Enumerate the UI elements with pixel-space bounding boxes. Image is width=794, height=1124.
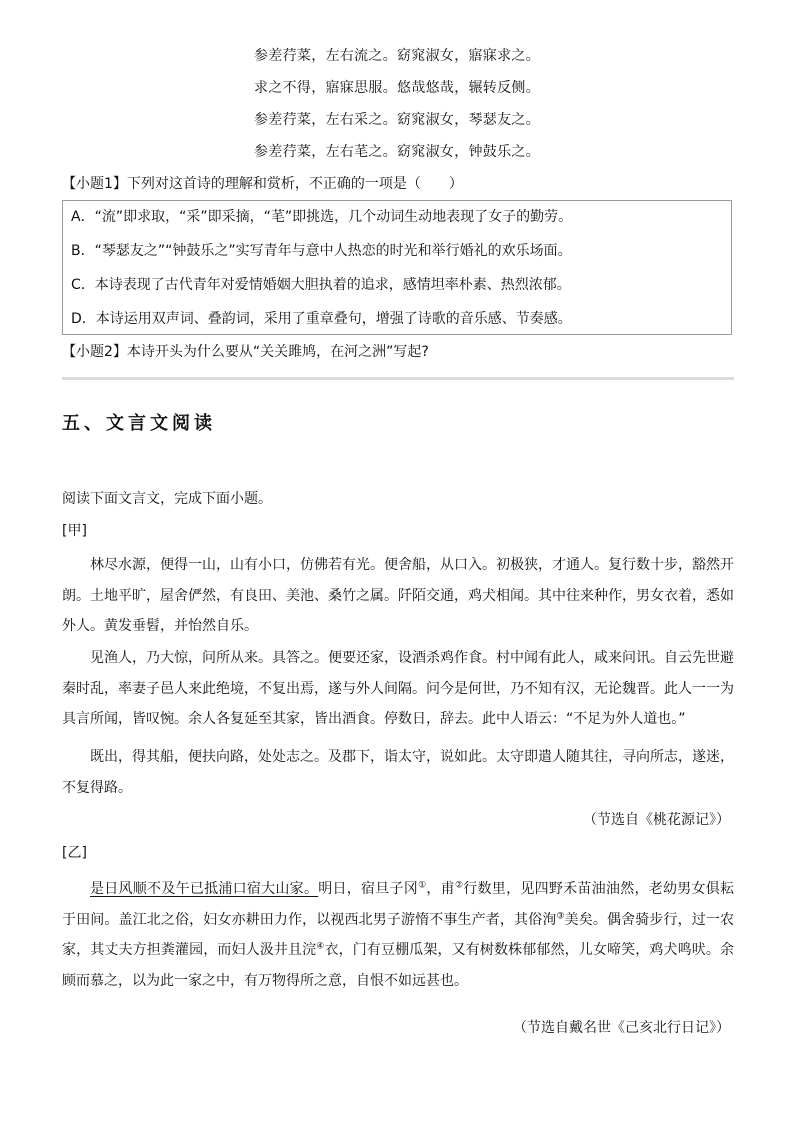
option-d[interactable]: D．本诗运用双声词、叠韵词，采用了重章叠句，增强了诗歌的音乐感、节奏感。 [71, 311, 572, 327]
passage-jia-label: [甲] [62, 523, 87, 539]
poem-line: 求之不得，寤寐思服。悠哉悠哉，辗转反侧。 [254, 80, 540, 96]
poem-line: 参差荇菜，左右芼之。窈窕淑女，钟鼓乐之。 [254, 144, 540, 160]
section-divider [62, 377, 734, 380]
footnote-marker: ② [454, 880, 464, 891]
text-segment: 行数里，见四野禾苗油油然，老幼男女俱耘于田间。盖江北之俗，妇女亦耕田力作，以视西北男子游惰不事生产者，其俗洵 [62, 881, 735, 928]
passage-jia-paragraph-3: 既出，得其船，便扶向路，处处志之。及郡下，诣太守，说如此。太守即遣人随其往，寻向所志，遂迷，不复得路。 [62, 749, 734, 796]
poem-line: 参差荇菜，左右采之。窈窕淑女，琴瑟友之。 [254, 112, 540, 128]
question2-stem: 【小题2】本诗开头为什么要从“关关雎鸠，在河之洲”写起? [62, 344, 429, 360]
footnote-marker: ④ [316, 941, 325, 952]
footnote-marker: ① [418, 880, 427, 891]
underlined-sentence: 是日风顺不及午已抵浦口宿大山家。 [90, 881, 319, 897]
text-segment: ，甫 [426, 881, 455, 897]
passage-yi-source: （节选自戴名世《己亥北行日记》） [513, 1020, 730, 1036]
option-c[interactable]: C．本诗表现了古代青年对爱情婚姻大胆执着的追求，感情坦率朴素、热烈浓郁。 [71, 277, 571, 293]
option-a[interactable]: A．“流”即求取，“采”即采摘，“芼”即挑选，几个动词生动地表现了女子的勤劳。 [71, 209, 573, 225]
text-segment: 美矣。偶舍骑步行，过一农家，其丈夫方担粪灌园，而妇人汲井且浣 [62, 911, 735, 958]
instruction: 阅读下面文言文，完成下面小题。 [62, 491, 272, 507]
passage-jia-source: （节选自《桃花源记》） [583, 812, 730, 828]
text-segment: 衣，门有豆棚瓜架，又有树数株郁郁然，儿女啼笑，鸡犬鸣吠。余顾而慕之，以为此一家之中，有万物得所之意，自恨不如远甚也。 [62, 942, 735, 989]
passage-jia-paragraph-1: 林尽水源，便得一山，山有小口，仿佛若有光。便舍船，从口入。初极狭，才通人。复行数十步，豁然开朗。土地平旷，屋舍俨然，有良田、美池、桑竹之属。阡陌交通，鸡犬相闻。其中往来种作，男女衣着，悉如外人。黄发垂髫，并怡然自乐。 [62, 557, 734, 634]
poem-line: 参差荇菜，左右流之。窈窕淑女，寤寐求之。 [254, 48, 540, 64]
footnote-marker: ③ [556, 910, 565, 921]
passage-yi-label: [乙] [62, 845, 87, 861]
section-title: 五、文言文阅读 [62, 413, 216, 434]
option-b[interactable]: B．“琴瑟友之”“钟鼓乐之”实写青年与意中人热恋的时光和举行婚礼的欢乐场面。 [71, 243, 572, 259]
passage-yi-paragraph [62, 874, 734, 996]
question1-stem: 【小题1】下列对这首诗的理解和赏析，不正确的一项是（ ） [62, 176, 463, 192]
options-box [62, 200, 732, 335]
passage-jia-paragraph-2: 见渔人，乃大惊，问所从来。具答之。便要还家，设酒杀鸡作食。村中闻有此人，咸来问讯。自云先世避秦时乱，率妻子邑人来此绝境，不复出焉，遂与外人间隔。问今是何世，乃不知有汉，无论魏晋。此人一一为具言所闻，皆叹惋。余人各复延至其家，皆出酒食。停数日，辞去。此中人语云：“不足为外人道也。” [62, 650, 734, 727]
text-segment: 明日，宿旦子冈 [318, 881, 419, 897]
